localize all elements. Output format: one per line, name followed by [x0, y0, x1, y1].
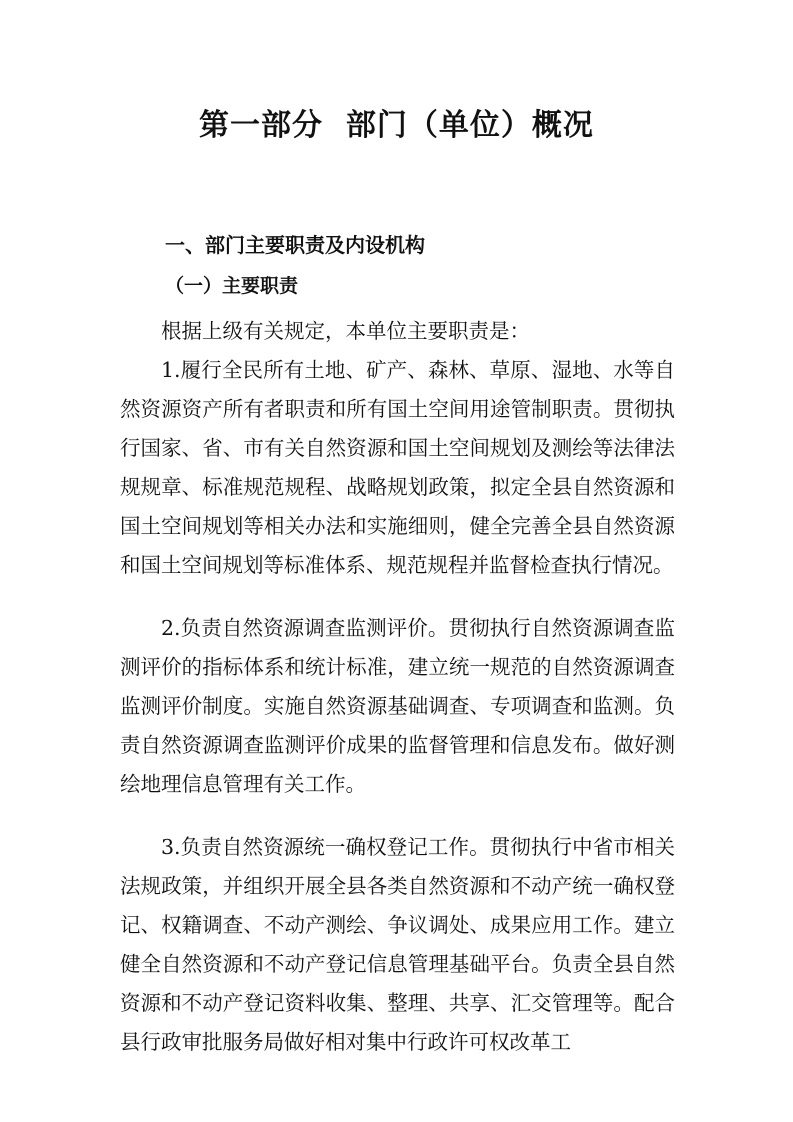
section-heading: 一、部门主要职责及内设机构: [165, 233, 425, 257]
page-title: 第一部分 部门（单位）概况: [199, 108, 594, 143]
duty-paragraph-3: 3.负责自然资源统一确权登记工作。贯彻执行中省市相关法规政策，并组织开展全县各类自然资源和不动产统一确权登记、权籍调查、不动产测绘、争议调处、成果应用工作。建立健全自然资源和不动产登记信息管理基础平台。负责全县自然资源和不动产登记资料收集、整理、共享、汇交管理等。配合县行政审批服务局做好相对集中行政许可权改革工: [120, 835, 675, 1054]
subsection-heading: （一）主要职责: [165, 275, 299, 297]
duty-paragraph-2: 2.负责自然资源调查监测评价。贯彻执行自然资源调查监测评价的指标体系和统计标准，建立统一规范的自然资源调查监测评价制度。实施自然资源基础调查、专项调查和监测。负责自然资源调查监测评价成果的监督管理和信息发布。做好测绘地理信息管理有关工作。: [120, 616, 675, 796]
duty-paragraph-1: 1.履行全民所有土地、矿产、森林、草原、湿地、水等自然资源资产所有者职责和所有国土空间用途管制职责。贯彻执行国家、省、市有关自然资源和国土空间规划及测绘等法律法规规章、标准规范规程、战略规划政策，拟定全县自然资源和国土空间规划等相关办法和实施细则，健全完善全县自然资源和国土空间规划等标准体系、规范规程并监督检查执行情况。: [120, 358, 675, 577]
intro-paragraph: 根据上级有关规定，本单位主要职责是：: [161, 319, 530, 343]
